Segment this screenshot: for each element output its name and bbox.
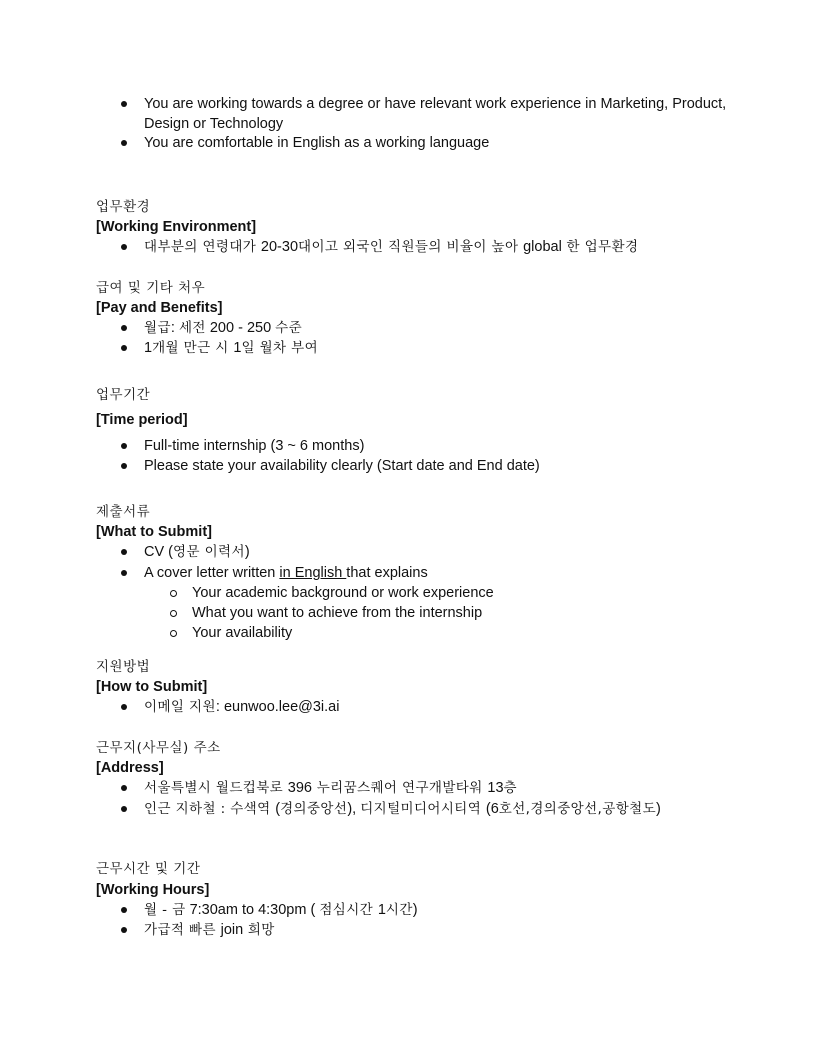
text-fragment: Your academic background or work experience — [192, 585, 494, 601]
text-fragment: 대이고 외국인 직원들의 비율이 높아 — [298, 239, 524, 255]
text-fragment: 1 — [233, 340, 242, 356]
section-heading-english: [How to Submit] — [96, 679, 208, 695]
text-fragment: 13 — [487, 780, 504, 796]
text-fragment: 20-30 — [260, 239, 299, 255]
section-heading-korean: 급여 및 기타 처우 — [96, 280, 206, 296]
how-item — [144, 697, 339, 717]
environment-item — [144, 237, 638, 257]
text-fragment: 영문 이력서 — [173, 544, 245, 560]
text-fragment: 이메일 지원 — [144, 699, 216, 715]
section-heading-korean: 근무지(사무실) 주소 — [96, 740, 221, 756]
pay-item — [144, 318, 302, 338]
requirement-text: You are working towards a degree or have relevant work experience in Marketing, Product, — [144, 96, 727, 112]
section-heading-english: [Pay and Benefits] — [96, 300, 223, 316]
submit-subitem — [192, 623, 292, 643]
submit-subitem — [192, 583, 494, 603]
text-fragment: A cover letter written — [144, 565, 280, 581]
period-item — [144, 456, 540, 476]
text-fragment: 한 업무환경 — [561, 239, 639, 255]
text-fragment: 200 - 250 — [205, 320, 276, 336]
text-fragment: 희망 — [243, 922, 275, 938]
requirement-text: Design or Technology — [144, 116, 284, 132]
section-heading-korean: 지원방법 — [96, 659, 151, 675]
submit-item — [144, 563, 428, 583]
section-heading-korean: 제출서류 — [96, 504, 151, 520]
underlined-text: in English — [279, 565, 347, 581]
text-fragment: 시간 — [385, 902, 413, 918]
email-text: : eunwoo.lee@3i.ai — [215, 699, 340, 715]
section-heading-english: [Working Environment] — [96, 219, 257, 235]
text-fragment: 대부분의 연령대가 — [144, 239, 261, 255]
period-item — [144, 436, 364, 456]
text-fragment: 1 — [144, 340, 153, 356]
text-fragment: : — [170, 320, 179, 336]
text-fragment: ) — [656, 801, 661, 817]
text-fragment: ) — [412, 902, 418, 918]
text-fragment: 세전 — [178, 320, 206, 336]
section-heading-english: [What to Submit] — [96, 524, 212, 540]
text-fragment: global — [523, 239, 562, 255]
text-fragment: 수준 — [275, 320, 303, 336]
address-item — [144, 778, 517, 798]
section-heading-english: [Address] — [96, 760, 164, 776]
address-item — [144, 799, 661, 819]
text-fragment: 누리꿈스퀘어 연구개발타워 — [312, 780, 488, 796]
text-fragment: Full-time internship (3 ~ 6 months) — [144, 438, 365, 454]
text-fragment: ), — [347, 801, 361, 817]
text-fragment: 월급 — [144, 320, 171, 336]
text-fragment: Your availability — [192, 625, 293, 641]
text-fragment: 호선,경의중앙선,공항철도 — [498, 801, 657, 817]
text-fragment: 층 — [503, 780, 517, 796]
text-fragment: 가급적 빠른 — [144, 922, 221, 938]
pay-item — [144, 338, 318, 358]
section-heading-english: [Time period] — [96, 412, 188, 428]
submit-subitem — [192, 603, 482, 623]
text-fragment: 7:30am to 4:30pm ( — [185, 902, 320, 918]
section-heading-korean: 근무시간 및 기간 — [96, 861, 201, 877]
text-fragment: 일 월차 부여 — [241, 340, 319, 356]
hours-item — [144, 920, 275, 940]
text-fragment: that explains — [346, 565, 428, 581]
text-fragment: join — [220, 922, 244, 938]
requirement-item — [144, 133, 489, 153]
text-fragment: 디지털미디어시티역 — [360, 801, 486, 817]
text-fragment: 1 — [377, 902, 386, 918]
text-fragment: CV ( — [144, 544, 173, 560]
text-fragment: ( — [275, 801, 281, 817]
section-heading-korean: 업무기간 — [96, 387, 151, 403]
section-heading-korean: 업무환경 — [96, 199, 151, 215]
text-fragment: ) — [244, 544, 250, 560]
text-fragment: What you want to achieve from the internship — [192, 605, 483, 621]
submit-item — [144, 542, 250, 562]
text-fragment: 396 — [287, 780, 312, 796]
text-fragment: 월 - 금 — [144, 902, 186, 918]
text-fragment: (6 — [485, 801, 499, 817]
text-fragment: 서울특별시 월드컵북로 — [144, 780, 288, 796]
text-fragment: 점심시간 — [319, 902, 378, 918]
requirement-item — [144, 94, 726, 134]
hours-item — [144, 900, 418, 920]
section-heading-english: [Working Hours] — [96, 882, 210, 898]
text-fragment: 경의중앙선 — [280, 801, 348, 817]
text-fragment: Please state your availability clearly (Start date and End date) — [144, 458, 540, 474]
text-fragment: 개월 만근 시 — [152, 340, 234, 356]
requirement-text: You are comfortable in English as a working language — [144, 135, 490, 151]
text-fragment: 인근 지하철 : 수색역 — [144, 801, 276, 817]
